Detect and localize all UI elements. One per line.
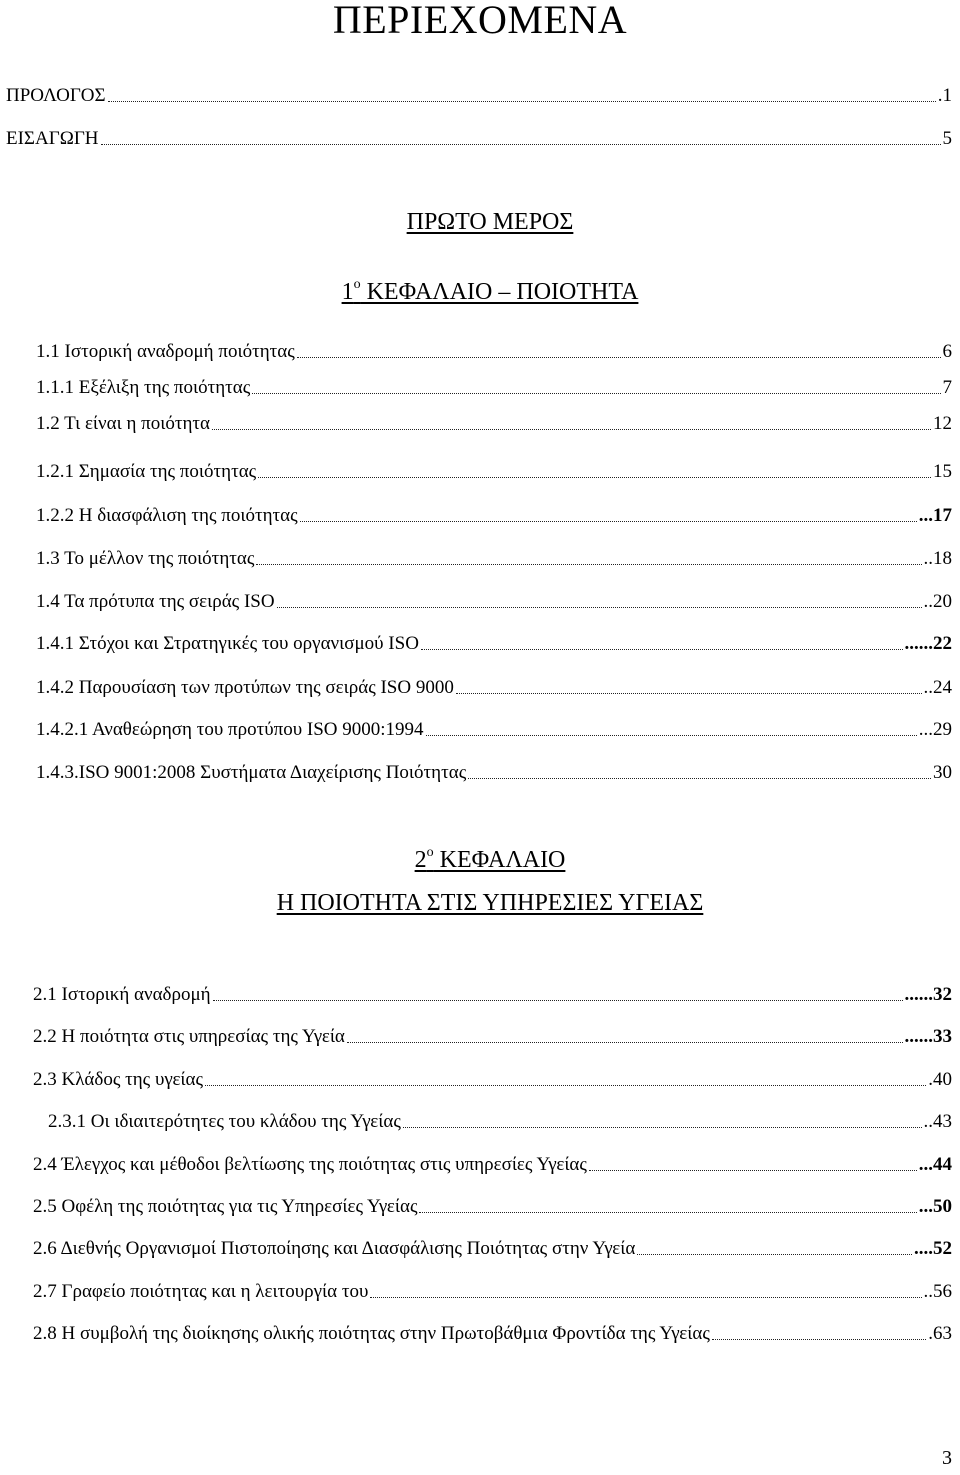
chapter-ordinal: ο [353,277,361,292]
toc-entry[interactable] [33,1149,952,1177]
toc-entry[interactable] [36,372,952,400]
toc-leader [419,1211,916,1213]
toc-leader [256,563,921,565]
toc-entry-page-value: ...50 [918,1196,952,1217]
toc-leader [421,648,903,650]
toc-leader [347,1041,903,1043]
toc-entry-page [919,504,952,528]
toc-entry-page: ..20 [923,591,952,612]
toc-entry-label: 2.3 Κλάδος της υγείας [33,1069,204,1090]
toc-entry-label: 1.3 Το μέλλον της ποιότητας [36,548,255,569]
toc-leader [370,1296,921,1298]
toc-entry-page-value: ......33 [904,1026,952,1047]
toc-entry[interactable] [33,1064,952,1092]
toc-entry-page: 30 [933,762,952,783]
toc-entry-label: 2.3.1 Οι ιδιαιτερότητες του κλάδου της Υγείας [48,1111,401,1132]
page-number: 3 [942,1447,952,1469]
toc-entry-page: 5 [942,128,952,149]
toc-entry[interactable] [33,1233,952,1261]
toc-entry-page: 12 [933,413,952,434]
toc-leader [403,1126,922,1128]
chapter-two-subtitle: Η ΠΟΙΟΤΗΤΑ ΣΤΙΣ ΥΠΗΡΕΣΙΕΣ ΥΓΕΙΑΣ [276,890,704,916]
toc-entry-label: 2.1 Ιστορική αναδρομή [33,984,211,1005]
toc-entry[interactable] [36,714,952,742]
toc-entry-label: 1.2 Τι είναι η ποιότητα [36,413,211,434]
toc-entry-label: 1.1.1 Εξέλιξη της ποιότητας [36,377,251,398]
toc-entry-label: 1.2.2 Η διασφάλιση της ποιότητας [36,505,298,526]
toc-entry[interactable] [48,1106,952,1134]
part-one-heading: ΠΡΩΤΟ ΜΕΡΟΣ [406,209,574,235]
toc-leader [213,999,903,1001]
toc-entry[interactable] [36,456,952,484]
toc-entry-page: ..56 [923,1281,952,1302]
toc-leader [205,1084,926,1086]
toc-leader [258,476,931,478]
chapter-number: 1 [341,279,354,305]
toc-entry[interactable] [33,1276,952,1304]
chapter-title: ΚΕΦΑΛΑΙΟ [433,847,566,873]
toc-entry-page [919,1153,952,1177]
toc-leader [212,428,931,430]
toc-entry-page: .40 [928,1069,952,1090]
toc-entry-page: .1 [937,85,952,106]
chapter-ordinal: ο [426,845,434,860]
toc-entry[interactable] [36,757,952,785]
toc-entry[interactable] [36,500,952,528]
toc-entry-page [919,1195,952,1219]
toc-leader [456,692,922,694]
toc-entry-page: 6 [942,341,952,362]
toc-entry-page [905,632,953,656]
toc-entry-label: ΠΡΟΛΟΓΟΣ [6,85,106,106]
toc-entry-page-value: ...17 [918,505,952,526]
toc-entry-label: 1.4.1 Στόχοι και Στρατηγικές του οργανισμού ISO [36,633,419,654]
toc-entry-page [914,1237,952,1261]
toc-leader [637,1253,912,1255]
toc-entry-label: 2.8 Η συμβολή της διοίκησης ολικής ποιότητας στην Πρωτοβάθμια Φροντίδα της Υγείας [33,1323,710,1344]
toc-entry-page: 15 [933,461,952,482]
toc-leader [300,520,917,522]
toc-entry-label: 1.1 Ιστορική αναδρομή ποιότητας [36,341,295,362]
toc-entry-label: 1.2.1 Σημασία της ποιότητας [36,461,257,482]
toc-leader [252,392,940,394]
toc-entry-page: ..24 [923,677,952,698]
toc-entry-page-value: ......32 [904,984,952,1005]
toc-leader [468,777,931,779]
toc-entry-label: ΕΙΣΑΓΩΓΗ [6,128,99,149]
toc-entry-page [905,1025,953,1049]
toc-entry[interactable] [36,336,952,364]
chapter-title: ΚΕΦΑΛΑΙΟ – ΠΟΙΟΤΗΤΑ [360,279,639,305]
toc-entry-label: 2.6 Διεθνής Οργανισμοί Πιστοποίησης και Διασφάλισης Ποιότητας στην Υγεία [33,1238,636,1259]
toc-entry[interactable] [33,1318,952,1346]
toc-entry-label: 1.4.3.ISO 9001:2008 Συστήματα Διαχείρισης Ποιότητας [36,762,467,783]
toc-entry-page-value: ...44 [918,1154,952,1175]
chapter-two-heading [0,840,960,875]
toc-leader [712,1338,926,1340]
toc-entry-page: ..18 [923,548,952,569]
toc-entry-label: 2.5 Οφέλη της ποιότητας για τις Υπηρεσίες Υγείας [33,1196,418,1217]
toc-entry-page: .63 [928,1323,952,1344]
toc-entry-page: 7 [942,377,952,398]
toc-entry-page-value: ....52 [914,1238,952,1259]
toc-entry[interactable] [33,1191,952,1219]
toc-entry[interactable] [36,586,952,614]
toc-leader [277,606,922,608]
toc-entry-label: 2.7 Γραφείο ποιότητας και η λειτουργία του [33,1281,369,1302]
toc-leader [101,143,941,145]
toc-entry[interactable] [36,408,952,436]
toc-leader [297,356,941,358]
chapter-one-heading [0,272,960,307]
toc-entry-prologue[interactable] [6,80,952,108]
toc-entry-label: 1.4.2.1 Αναθεώρηση του προτύπου ISO 9000:1994 [36,719,424,740]
toc-entry[interactable] [36,543,952,571]
toc-entry-page: ...29 [918,719,952,740]
toc-leader [108,100,936,102]
toc-entry[interactable] [36,628,952,656]
page-title: ΠΕΡΙΕΧΟΜΕΝΑ [332,0,628,42]
toc-entry-page [905,983,953,1007]
toc-leader [589,1169,917,1171]
toc-entry-label: 2.4 Έλεγχος και μέθοδοι βελτίωσης της ποιότητας στις υπηρεσίες Υγείας [33,1154,587,1175]
toc-entry-label: 1.4.2 Παρουσίαση των προτύπων της σειράς ISO 9000 [36,677,454,698]
toc-entry-page: ..43 [923,1111,952,1132]
toc-entry-page-value: ......22 [904,633,952,654]
chapter-number: 2 [414,847,427,873]
toc-leader [426,734,917,736]
toc-entry-introduction[interactable] [6,123,952,151]
toc-entry[interactable] [36,672,952,700]
toc-entry-label: 2.2 Η ποιότητα στις υπηρεσίας της Υγεία [33,1026,345,1047]
toc-entry[interactable] [33,1021,952,1049]
toc-entry-label: 1.4 Τα πρότυπα της σειράς ISO [36,591,275,612]
toc-entry[interactable] [33,979,952,1007]
